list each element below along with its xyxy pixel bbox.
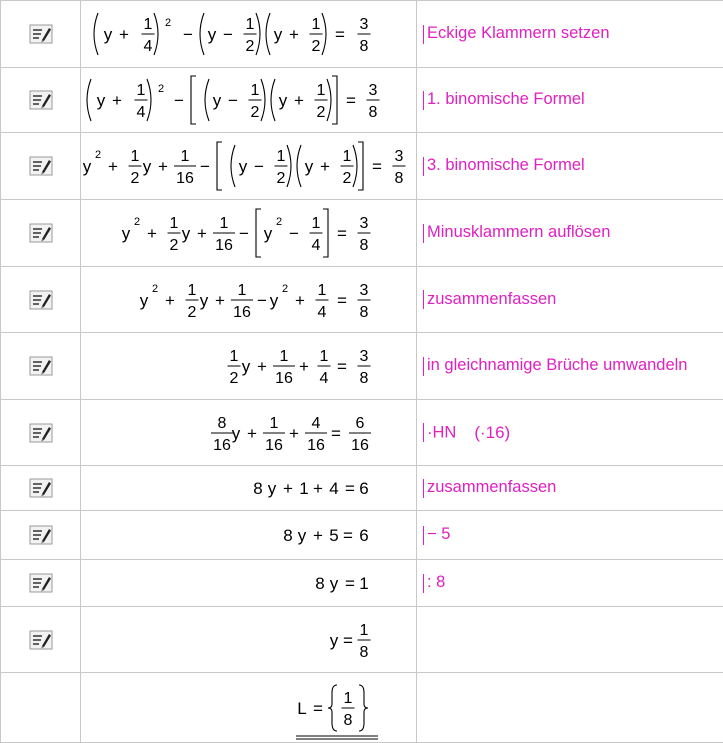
step-note-cell xyxy=(417,267,723,333)
fraction-numerator: 1 xyxy=(238,282,247,299)
equation-term: y xyxy=(97,91,106,110)
equation-term: = xyxy=(331,424,341,443)
fraction-numerator: 1 xyxy=(320,348,329,365)
fraction-denominator: 2 xyxy=(343,170,352,187)
equation-term: y xyxy=(330,631,339,650)
parenthesis xyxy=(327,79,331,121)
parenthesis xyxy=(94,13,98,55)
fraction-numerator: 1 xyxy=(144,16,153,33)
fraction-denominator: 2 xyxy=(312,38,321,55)
equation-cell xyxy=(81,68,417,133)
fraction-denominator: 8 xyxy=(360,370,369,387)
equation-term: 6 xyxy=(359,479,368,498)
equation-term: 6 xyxy=(359,526,368,545)
step-note-cell xyxy=(417,673,723,743)
equation-cell xyxy=(81,511,417,560)
parenthesis xyxy=(271,79,275,121)
equation-term: = xyxy=(313,699,323,718)
step-note-cell xyxy=(417,607,723,673)
icon-cell xyxy=(1,68,81,133)
fraction-denominator: 4 xyxy=(144,38,153,55)
solution-row xyxy=(1,133,723,200)
icon-cell xyxy=(1,1,81,68)
fraction-denominator: 2 xyxy=(251,104,260,121)
fraction-denominator: 2 xyxy=(170,237,179,254)
fraction-denominator: 2 xyxy=(188,304,197,321)
fraction-numerator: 1 xyxy=(312,215,321,232)
equation-term: y xyxy=(122,224,131,243)
parenthesis xyxy=(205,79,209,121)
note-pencil-icon[interactable] xyxy=(29,630,53,650)
fraction-denominator: 2 xyxy=(131,170,140,187)
fraction-denominator: 16 xyxy=(351,437,369,454)
fraction-numerator: 1 xyxy=(181,148,190,165)
parenthesis xyxy=(200,13,204,55)
fraction-denominator: 4 xyxy=(318,304,327,321)
exponent: 2 xyxy=(276,216,282,228)
equation-term: + xyxy=(299,357,309,376)
solution-row xyxy=(1,68,723,133)
curly-brace xyxy=(359,685,368,731)
equation-term: y xyxy=(268,479,277,498)
step-note: Minusklammern auflösen xyxy=(427,224,610,242)
equation-term: = xyxy=(335,25,345,44)
parenthesis xyxy=(261,79,265,121)
note-pencil-icon[interactable] xyxy=(29,90,53,110)
step-note-cell xyxy=(417,560,723,607)
exponent: 2 xyxy=(282,283,288,295)
fraction-numerator: 1 xyxy=(220,215,229,232)
square-bracket xyxy=(358,142,363,190)
icon-cell xyxy=(1,267,81,333)
fraction-denominator: 16 xyxy=(265,437,283,454)
square-bracket xyxy=(217,142,222,190)
equation-term: + xyxy=(119,25,129,44)
note-divider xyxy=(423,91,424,110)
equation-term: + xyxy=(295,291,305,310)
step-note-cell xyxy=(417,511,723,560)
equation-cell xyxy=(81,673,417,743)
solution-row xyxy=(1,466,723,511)
fraction-numerator: 1 xyxy=(170,215,179,232)
fraction-numerator: 1 xyxy=(188,282,197,299)
icon-cell xyxy=(1,511,81,560)
fraction-numerator: 1 xyxy=(230,348,239,365)
solution-row xyxy=(1,400,723,466)
equation-term: − xyxy=(200,157,210,176)
fraction-numerator: 1 xyxy=(137,82,146,99)
equation-term: 8 xyxy=(315,574,324,593)
fraction-denominator: 8 xyxy=(360,304,369,321)
icon-cell xyxy=(1,607,81,673)
fraction-numerator: 3 xyxy=(369,82,378,99)
fraction-denominator: 2 xyxy=(317,104,326,121)
equation-term: 1 xyxy=(359,574,368,593)
equation-term: = xyxy=(337,357,347,376)
note-pencil-icon[interactable] xyxy=(29,356,53,376)
step-note-cell xyxy=(417,333,723,400)
equation xyxy=(120,201,378,265)
equation-term: − xyxy=(223,25,233,44)
equation-term: y xyxy=(104,25,113,44)
note-pencil-icon[interactable] xyxy=(29,223,53,243)
fraction-denominator: 2 xyxy=(277,170,286,187)
equation-term: + xyxy=(215,291,225,310)
equation xyxy=(280,515,378,555)
note-divider xyxy=(423,157,424,176)
square-bracket xyxy=(191,76,196,124)
fraction-denominator: 2 xyxy=(246,38,255,55)
parenthesis xyxy=(87,79,91,121)
fraction-denominator: 8 xyxy=(360,38,369,55)
step-note: 1. binomische Formel xyxy=(427,91,585,109)
fraction-numerator: 1 xyxy=(246,16,255,33)
fraction-numerator: 1 xyxy=(360,622,369,639)
step-note: − 5 xyxy=(427,526,450,544)
step-note: zusammenfassen xyxy=(427,479,556,497)
equation-term: + xyxy=(313,479,323,498)
equation-term: = xyxy=(372,157,382,176)
fraction-numerator: 1 xyxy=(343,148,352,165)
note-pencil-icon[interactable] xyxy=(29,24,53,44)
parenthesis xyxy=(322,13,326,55)
equation-cell xyxy=(81,267,417,333)
solution-row xyxy=(1,673,723,743)
equation-term: y xyxy=(242,357,251,376)
note-divider xyxy=(423,290,424,309)
note-divider xyxy=(423,25,424,44)
solution-row xyxy=(1,560,723,607)
fraction-numerator: 1 xyxy=(317,82,326,99)
fraction-numerator: 3 xyxy=(360,348,369,365)
square-bracket xyxy=(256,209,261,257)
fraction-numerator: 1 xyxy=(312,16,321,33)
step-note-cell xyxy=(417,400,723,466)
equation-term: 4 xyxy=(329,479,338,498)
equation-term: = xyxy=(343,526,353,545)
equation xyxy=(222,334,378,398)
step-note: ·HN xyxy=(427,423,456,441)
fraction-numerator: 1 xyxy=(344,690,353,707)
fraction-numerator: 1 xyxy=(277,148,286,165)
equation-cell xyxy=(81,607,417,673)
fraction-numerator: 3 xyxy=(395,148,404,165)
note-divider xyxy=(423,574,424,593)
equation-term: − xyxy=(254,157,264,176)
step-note-cell xyxy=(417,133,723,200)
equation-term: + xyxy=(313,526,323,545)
equation-term: = xyxy=(346,91,356,110)
equation-term: + xyxy=(294,91,304,110)
equation-term: + xyxy=(283,479,293,498)
icon-cell xyxy=(1,400,81,466)
parenthesis xyxy=(297,145,301,187)
equation-term: + xyxy=(147,224,157,243)
icon-cell xyxy=(1,560,81,607)
equation-term: + xyxy=(289,25,299,44)
exponent: 2 xyxy=(152,283,158,295)
equation-term: + xyxy=(165,291,175,310)
icon-cell xyxy=(1,133,81,200)
note-pencil-icon[interactable] xyxy=(29,156,53,176)
equation-term: − xyxy=(174,91,184,110)
note-pencil-icon[interactable] xyxy=(29,525,53,545)
equation-term: = xyxy=(345,574,355,593)
fraction-numerator: 1 xyxy=(270,415,279,432)
solution-row xyxy=(1,200,723,267)
fraction-denominator: 16 xyxy=(213,437,231,454)
fraction-denominator: 4 xyxy=(320,370,329,387)
icon-cell xyxy=(1,200,81,267)
equation-term: + xyxy=(108,157,118,176)
fraction-denominator: 8 xyxy=(360,644,369,661)
equation xyxy=(138,268,378,332)
equation xyxy=(296,675,378,741)
fraction-denominator: 8 xyxy=(369,104,378,121)
equation-term: 5 xyxy=(329,526,338,545)
fraction-denominator: 16 xyxy=(275,370,293,387)
note-divider xyxy=(423,423,424,442)
equation-term: y xyxy=(182,224,191,243)
equation xyxy=(328,608,378,672)
parenthesis xyxy=(287,145,291,187)
parenthesis xyxy=(353,145,357,187)
step-note-cell xyxy=(417,466,723,511)
equation-term: y xyxy=(232,424,241,443)
fraction-numerator: 3 xyxy=(360,215,369,232)
step-note: : 8 xyxy=(427,574,445,592)
fraction-denominator: 16 xyxy=(215,237,233,254)
equation xyxy=(208,401,378,465)
parenthesis xyxy=(147,79,151,121)
fraction-numerator: 1 xyxy=(251,82,260,99)
equation-term: = xyxy=(337,224,347,243)
fraction-denominator: 2 xyxy=(230,370,239,387)
equation-term: y xyxy=(200,291,209,310)
solution-row xyxy=(1,1,723,68)
exponent: 2 xyxy=(165,17,171,29)
equation xyxy=(312,563,378,603)
fraction-numerator: 3 xyxy=(360,16,369,33)
solution-row xyxy=(1,267,723,333)
equation-term: + xyxy=(158,157,168,176)
parenthesis xyxy=(154,13,158,55)
square-bracket xyxy=(323,209,328,257)
equation-cell xyxy=(81,333,417,400)
equation-term: = xyxy=(343,631,353,650)
parenthesis xyxy=(266,13,270,55)
equation-term: y xyxy=(83,157,92,176)
equation-term: − xyxy=(289,224,299,243)
icon-cell xyxy=(1,673,81,743)
step-note: 3. binomische Formel xyxy=(427,157,585,175)
curly-brace xyxy=(328,685,337,731)
equation-term: + xyxy=(247,424,257,443)
icon-cell xyxy=(1,466,81,511)
parenthesis xyxy=(256,13,260,55)
fraction-numerator: 1 xyxy=(131,148,140,165)
equation xyxy=(250,468,378,508)
solution-row xyxy=(1,333,723,400)
equation-cell xyxy=(81,133,417,200)
equation-term: = xyxy=(337,291,347,310)
equation-term: y xyxy=(143,157,152,176)
note-divider xyxy=(423,357,424,376)
step-note: Eckige Klammern setzen xyxy=(427,25,610,43)
equation-cell xyxy=(81,200,417,267)
note-pencil-icon[interactable] xyxy=(29,478,53,498)
fraction-denominator: 16 xyxy=(307,437,325,454)
square-bracket xyxy=(332,76,337,124)
equation-term: y xyxy=(213,91,222,110)
note-divider xyxy=(423,526,424,545)
equation-term: + xyxy=(197,224,207,243)
fraction-denominator: 8 xyxy=(344,712,353,729)
fraction-denominator: 4 xyxy=(312,237,321,254)
note-divider xyxy=(423,479,424,498)
equation-term: 8 xyxy=(283,526,292,545)
exponent: 2 xyxy=(134,216,140,228)
note-divider xyxy=(423,224,424,243)
fraction-denominator: 8 xyxy=(395,170,404,187)
equation-term: L xyxy=(297,699,306,718)
fraction-numerator: 6 xyxy=(356,415,365,432)
equation xyxy=(81,134,413,198)
fraction-denominator: 4 xyxy=(137,104,146,121)
note-pencil-icon[interactable] xyxy=(29,423,53,443)
equation-term: y xyxy=(140,291,149,310)
equation-cell xyxy=(81,560,417,607)
equation-term: y xyxy=(305,157,314,176)
icon-cell xyxy=(1,333,81,400)
equation-term: − xyxy=(239,224,249,243)
fraction-denominator: 8 xyxy=(360,237,369,254)
equation-term: + xyxy=(257,357,267,376)
equation-term: 1 xyxy=(299,479,308,498)
solution-row xyxy=(1,511,723,560)
step-note-cell xyxy=(417,68,723,133)
exponent: 2 xyxy=(158,83,164,95)
equation-term: y xyxy=(330,574,339,593)
equation-term: + xyxy=(112,91,122,110)
equation-term: − xyxy=(257,291,267,310)
equation-term: y xyxy=(279,91,288,110)
equation-term: y xyxy=(274,25,283,44)
parenthesis xyxy=(231,145,235,187)
fraction-denominator: 16 xyxy=(176,170,194,187)
note-pencil-icon[interactable] xyxy=(29,290,53,310)
equation-term: y xyxy=(298,526,307,545)
exponent: 2 xyxy=(95,149,101,161)
step-note-cell xyxy=(417,1,723,68)
equation-term: 8 xyxy=(253,479,262,498)
fraction-numerator: 1 xyxy=(280,348,289,365)
equation-cell xyxy=(81,1,417,68)
equation-term: + xyxy=(289,424,299,443)
equation xyxy=(81,69,387,131)
fraction-numerator: 4 xyxy=(312,415,321,432)
equation-term: = xyxy=(345,479,355,498)
fraction-numerator: 8 xyxy=(218,415,227,432)
equation xyxy=(88,2,378,66)
equation-term: y xyxy=(208,25,217,44)
solution-row xyxy=(1,607,723,673)
note-pencil-icon[interactable] xyxy=(29,573,53,593)
equation-cell xyxy=(81,466,417,511)
step-note-cell xyxy=(417,200,723,267)
step-note-extra: (·16) xyxy=(474,423,510,442)
equation-term: − xyxy=(228,91,238,110)
equation-term: y xyxy=(239,157,248,176)
equation-term: − xyxy=(183,25,193,44)
fraction-numerator: 1 xyxy=(318,282,327,299)
fraction-denominator: 16 xyxy=(233,304,251,321)
step-note: zusammenfassen xyxy=(427,290,556,308)
step-note: in gleichnamige Brüche umwandeln xyxy=(427,357,688,375)
equation-term: y xyxy=(264,224,273,243)
equation-cell xyxy=(81,400,417,466)
equation-term: y xyxy=(270,291,279,310)
equation-term: + xyxy=(320,157,330,176)
fraction-numerator: 3 xyxy=(360,282,369,299)
